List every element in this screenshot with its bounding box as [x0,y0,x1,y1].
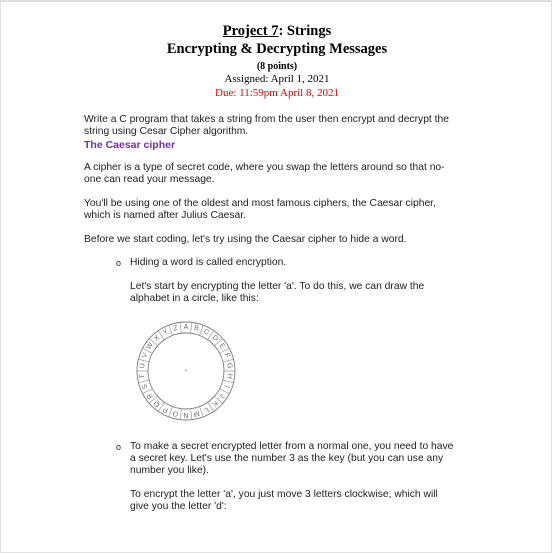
wheel-letter-t: T [139,373,147,379]
wheel-letter-x: X [153,334,162,343]
bullet-1-sub-line-1: Let's start by encrypting the letter 'a'. To do this, we can draw the [130,281,425,292]
bullet-marker: o [116,442,122,452]
wheel-letter-o: O [172,409,180,418]
intro-line-2: string using Cesar Cipher algorithm. [84,126,249,137]
title-rest: : Strings [278,23,332,39]
wheel-letter-k: K [210,399,219,408]
caesar-cipher-wheel [1,1,552,554]
wheel-letter-q: Q [152,399,162,408]
wheel-divider [223,359,234,362]
paragraph-2-line-1: You'll be using one of the oldest and most famous ciphers, the Caesar cipher, [84,198,436,209]
wheel-letter-s: S [141,383,150,390]
paragraph-3: Before we start coding, let's try using the Caesar cipher to hide a word. [84,234,407,245]
wheel-letter-i: I [223,384,231,389]
wheel-letter-w: W [145,341,155,351]
wheel-letter-u: U [139,362,147,369]
wheel-letter-g: G [225,362,233,369]
due-date: Due: 11:59pm April 8, 2021 [215,87,339,99]
bullet-2-line-2: a secret key. Let's use the number 3 as the key (but you can use any [130,453,444,464]
bullet-2-sub-line-1: To encrypt the letter 'a', you just move 3 letters clockwise, which will [130,489,438,500]
paragraph-2-line-2: which is named after Julius Caesar. [84,210,246,221]
bullet-1-sub-line-2: alphabet in a circle, like this: [130,293,259,304]
wheel-letter-f: F [222,352,231,359]
wheel-letter-p: P [162,405,170,414]
wheel-letter-e: E [217,342,227,351]
wheel-divider [191,409,192,420]
wheel-letter-v: V [141,352,150,359]
bullet-2-line-1: To make a secret encrypted letter from a normal one, you need to have [130,441,454,452]
wheel-center-mark: . [184,364,188,373]
wheel-divider [223,380,234,383]
wheel-letter-h: H [225,373,233,380]
bullet-1-text: Hiding a word is called encryption. [130,257,287,268]
paragraph-1-line-2: one can read your message. [84,174,215,185]
wheel-letter-z: Z [172,324,179,333]
page-subtitle: Encrypting & Decrypting Messages [166,41,388,57]
project-label: Project 7 [222,23,279,39]
wheel-letter-l: L [202,405,210,414]
wheel-letter-b: B [193,324,200,333]
wheel-letter-j: J [217,392,226,400]
wheel-divider [180,322,181,333]
section-heading: The Caesar cipher [84,139,176,151]
intro-line-1: Write a C program that takes a string from the user then encrypt and decrypt the [84,114,449,125]
wheel-letter-c: C [202,328,211,337]
wheel-letter-a: A [183,324,189,331]
wheel-divider [138,380,149,383]
bullet-marker: o [116,258,122,268]
points-label: (8 points) [256,61,298,72]
wheel-divider [180,409,181,420]
bullet-2-line-3: number you like). [130,465,209,476]
wheel-divider [191,322,192,333]
wheel-letter-r: R [145,391,155,400]
wheel-letter-n: N [183,411,189,418]
paragraph-1-line-1: A cipher is a type of secret code, where you swap the letters around so that no- [84,162,445,173]
assigned-date: Assigned: April 1, 2021 [224,73,330,85]
wheel-letter-y: Y [162,328,170,337]
wheel-letter-m: M [192,409,201,418]
bullet-2-sub-line-2: give you the letter 'd': [130,501,227,512]
wheel-letter-d: D [210,334,220,343]
